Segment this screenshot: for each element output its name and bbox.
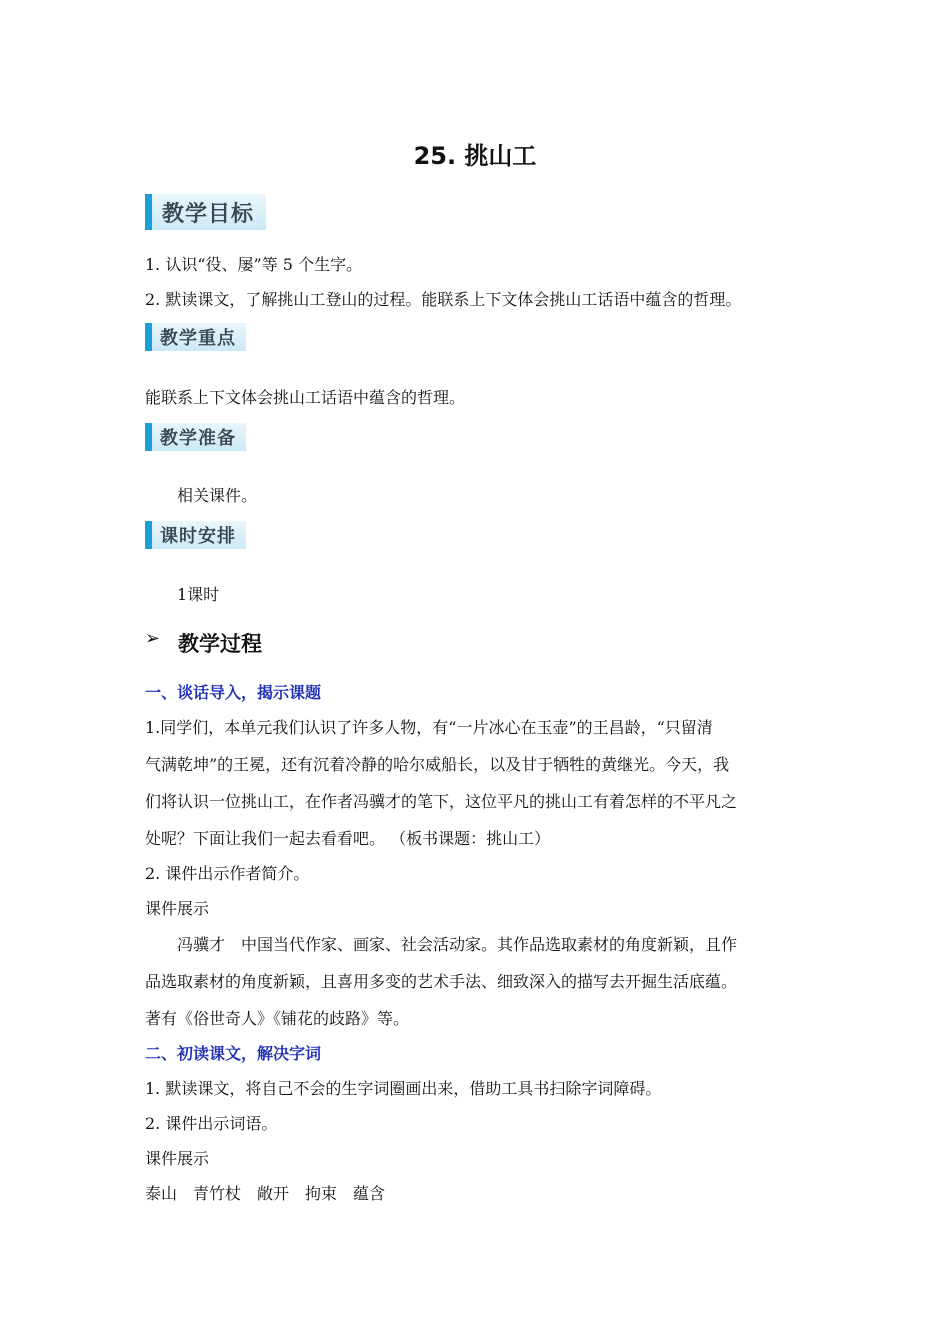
section-tag-label: 教学准备 <box>152 423 246 451</box>
part2-line: 课件展示 <box>145 1149 210 1168</box>
tag-bar <box>145 521 152 549</box>
part1-line: 2. 课件出示作者简介。 <box>145 864 310 883</box>
vocab-line: 泰山 青竹杖 敞开 拘束 蕴含 <box>145 1184 386 1203</box>
page-title: 25. 挑山工 <box>413 142 537 170</box>
part2-line: 2. 课件出示词语。 <box>145 1114 278 1133</box>
part1-line: 著有《俗世奇人》《铺花的歧路》等。 <box>145 1009 410 1028</box>
tag-bar <box>145 423 152 451</box>
goal-item: 1. 认识“役、屡”等 5 个生字。 <box>145 255 363 274</box>
part1-line: 1.同学们，本单元我们认识了许多人物，有“一片冰心在玉壶”的王昌龄，“只留清 <box>145 718 713 737</box>
part1-line: 气满乾坤”的王冕，还有沉着冷静的哈尔威船长，以及甘于牺牲的黄继光。今天，我 <box>145 755 730 774</box>
part1-line: 处呢？下面让我们一起去看看吧。 （板书课题：挑山工） <box>145 829 551 848</box>
part1-line: 课件展示 <box>145 899 210 918</box>
section-tag-prep <box>145 423 246 451</box>
section-tag-goals <box>145 194 266 230</box>
arrow-bullet-icon: ➢ <box>145 628 161 649</box>
part2-title: 二、初读课文，解决字词 <box>145 1044 322 1063</box>
part1-line: 品选取素材的角度新颖，且喜用多变的艺术手法、细致深入的描写去开掘生活底蕴。 <box>145 972 738 991</box>
tag-bar <box>145 194 152 230</box>
section-tag-label: 课时安排 <box>152 521 246 549</box>
part1-line: 冯骥才 中国当代作家、画家、社会活动家。其作品选取素材的角度新颖，且作 <box>145 935 738 954</box>
part2-line: 1. 默读课文，将自己不会的生字词圈画出来，借助工具书扫除字词障碍。 <box>145 1079 662 1098</box>
section-tag-focus <box>145 323 246 351</box>
section-tag-label: 教学目标 <box>152 194 266 230</box>
tag-bar <box>145 323 152 351</box>
process-heading: 教学过程 <box>178 632 262 656</box>
part1-title: 一、谈话导入，揭示课题 <box>145 683 322 702</box>
time-text: 1课时 <box>177 585 220 604</box>
part1-line: 们将认识一位挑山工，在作者冯骥才的笔下，这位平凡的挑山工有着怎样的不平凡之 <box>145 792 738 811</box>
section-tag-time <box>145 521 246 549</box>
section-tag-label: 教学重点 <box>152 323 246 351</box>
goal-item: 2. 默读课文，了解挑山工登山的过程。能联系上下文体会挑山工话语中蕴含的哲理。 <box>145 290 742 309</box>
prep-text: 相关课件。 <box>177 486 258 505</box>
focus-text: 能联系上下文体会挑山工话语中蕴含的哲理。 <box>145 388 466 407</box>
